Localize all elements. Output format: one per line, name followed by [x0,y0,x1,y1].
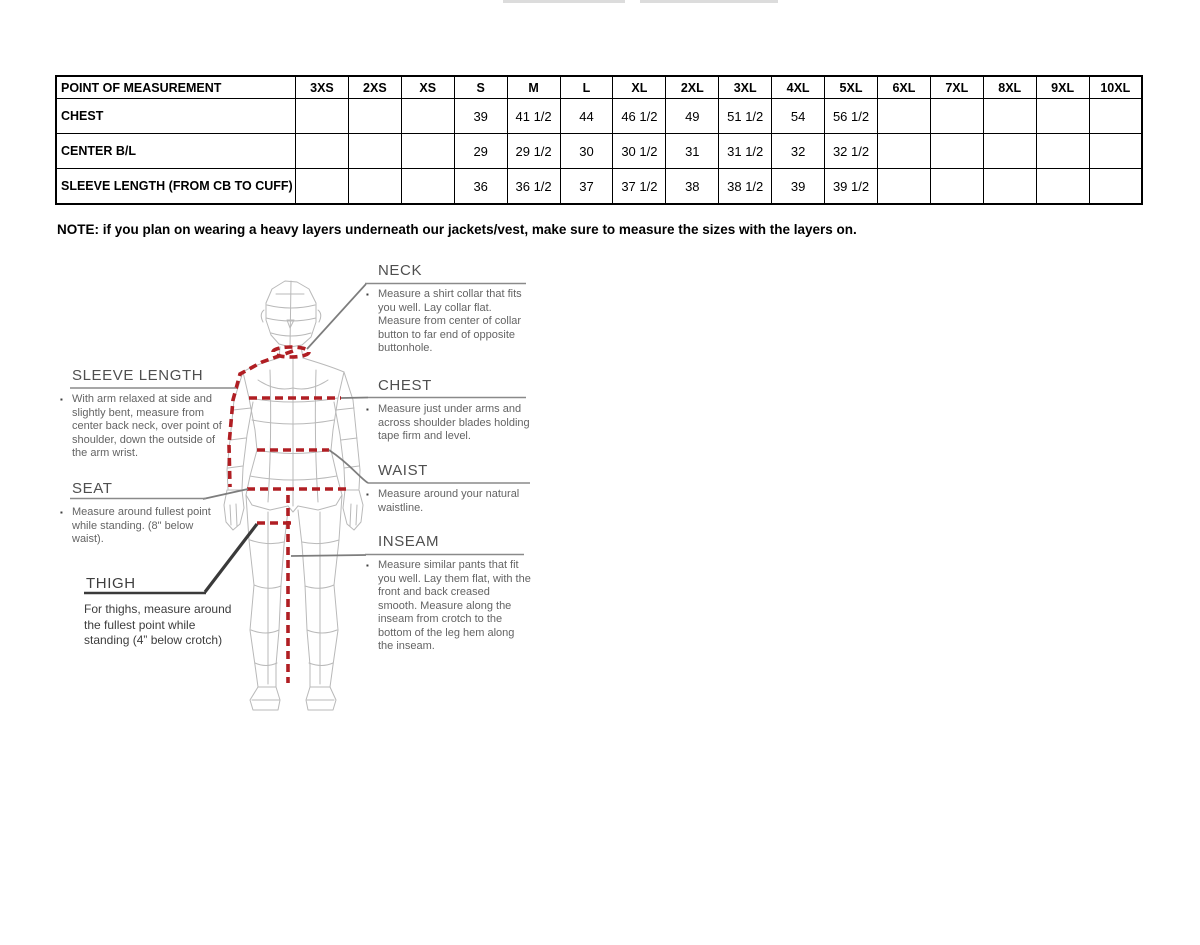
size-column-header: M [507,76,560,99]
size-value-cell: 32 [772,134,825,169]
size-column-header: 2XS [348,76,401,99]
inseam-heading: INSEAM [378,533,440,550]
sleeve-length-heading: SLEEVE LENGTH [72,367,204,384]
chest-label [366,377,531,444]
size-column-header: L [560,76,613,99]
size-column-header: S [454,76,507,99]
size-value-cell [930,99,983,134]
size-value-cell: 44 [560,99,613,134]
bullet-icon: ▪ [366,290,369,299]
size-value-cell [1036,99,1089,134]
size-chart [55,75,1143,205]
size-value-cell: 37 1/2 [613,169,666,205]
waist-leader-line [329,450,368,483]
row-label: CHEST [56,99,296,134]
size-value-cell: 38 [666,169,719,205]
leader-lines [203,284,368,592]
size-value-cell [1036,169,1089,205]
size-value-cell [877,134,930,169]
neck-description: Measure a shirt collar that fits you well. Lay collar flat. Measure from center of collar button to far end of opposite buttonhole. [378,288,522,354]
title-remnant-right [640,0,778,3]
point-of-measurement-header: POINT OF MEASUREMENT [56,76,296,99]
size-value-cell: 39 [454,99,507,134]
size-value-cell: 54 [772,99,825,134]
size-value-cell: 31 [666,134,719,169]
size-column-header: 3XL [719,76,772,99]
mannequin-wireframe [224,281,363,710]
size-value-cell [401,169,454,205]
size-value-cell: 46 1/2 [613,99,666,134]
size-value-cell [296,99,349,134]
size-value-cell: 31 1/2 [719,134,772,169]
size-value-cell: 30 [560,134,613,169]
size-value-cell [348,169,401,205]
inseam-label [366,533,531,654]
size-value-cell: 49 [666,99,719,134]
size-value-cell [296,134,349,169]
size-value-cell: 39 1/2 [825,169,878,205]
size-column-header: 4XL [772,76,825,99]
size-column-header: 5XL [825,76,878,99]
size-value-cell: 39 [772,169,825,205]
waist-label [366,462,531,515]
neck-label [366,262,531,356]
bullet-icon: ▪ [60,395,63,404]
waist-description: Measure around your natural waistline. [378,488,520,514]
size-column-header: XS [401,76,454,99]
bullet-icon: ▪ [366,561,369,570]
seat-heading: SEAT [72,480,113,497]
chest-heading: CHEST [378,377,432,394]
size-value-cell: 41 1/2 [507,99,560,134]
sleeve-length-label [60,367,225,461]
size-value-cell [296,169,349,205]
size-value-cell: 38 1/2 [719,169,772,205]
table-row [56,169,1142,205]
size-value-cell [877,99,930,134]
note-text: NOTE: if you plan on wearing a heavy layers underneath our jackets/vest, make sure to measure the sizes with the layers on. [57,222,857,237]
row-label: SLEEVE LENGTH (FROM CB TO CUFF) [56,169,296,205]
size-value-cell [401,134,454,169]
title-remnant-left [503,0,625,3]
seat-label [60,480,225,547]
table-row [56,134,1142,169]
bullet-icon: ▪ [366,490,369,499]
size-value-cell: 36 1/2 [507,169,560,205]
thigh-label [84,575,242,649]
size-value-cell [1036,134,1089,169]
waist-heading: WAIST [378,462,428,479]
size-column-header: 3XS [296,76,349,99]
inseam-leader-line [291,555,366,556]
size-value-cell [348,99,401,134]
size-chart-header-row [56,76,1142,99]
size-column-header: 8XL [983,76,1036,99]
bullet-icon: ▪ [366,405,369,414]
size-column-header: XL [613,76,666,99]
size-value-cell: 29 [454,134,507,169]
neck-leader-line [307,284,366,349]
size-value-cell [983,134,1036,169]
size-value-cell: 37 [560,169,613,205]
size-value-cell [1089,169,1142,205]
size-column-header: 2XL [666,76,719,99]
inseam-description: Measure similar pants that fit you well. Lay them flat, with the front and back creased smooth. Measure along the inseam from crotch to the bottom of the leg hem along the inseam. [378,559,531,652]
size-value-cell [348,134,401,169]
size-value-cell [1089,134,1142,169]
size-value-cell [930,169,983,205]
chest-description: Measure just under arms and across shoulder blades holding tape firm and level. [378,403,530,442]
size-value-cell [930,134,983,169]
row-label: CENTER B/L [56,134,296,169]
size-chart-table [55,75,1143,205]
seat-description: Measure around fullest point while standing. (8" below waist). [72,506,211,545]
size-value-cell [983,99,1036,134]
bullet-icon: ▪ [60,508,63,517]
table-row [56,99,1142,134]
sleeve-measure-line [229,351,293,487]
size-value-cell [401,99,454,134]
size-value-cell [877,169,930,205]
size-column-header: 10XL [1089,76,1142,99]
size-column-header: 7XL [930,76,983,99]
sleeve-length-description: With arm relaxed at side and slightly bent, measure from center back neck, over point of shoulder, down the outside of the arm wrist. [72,393,222,459]
thigh-heading: THIGH [86,575,136,592]
size-value-cell [1089,99,1142,134]
size-value-cell: 32 1/2 [825,134,878,169]
size-value-cell [983,169,1036,205]
size-value-cell: 30 1/2 [613,134,666,169]
size-value-cell: 56 1/2 [825,99,878,134]
size-value-cell: 36 [454,169,507,205]
thigh-description: For thighs, measure around the fullest point while standing (4” below crotch) [84,602,232,647]
size-value-cell: 29 1/2 [507,134,560,169]
neck-heading: NECK [378,262,423,279]
size-column-header: 9XL [1036,76,1089,99]
neck-measure-line [273,347,309,357]
measurement-lines [229,347,346,683]
size-column-header: 6XL [877,76,930,99]
size-value-cell: 51 1/2 [719,99,772,134]
chest-leader-line [341,398,368,399]
